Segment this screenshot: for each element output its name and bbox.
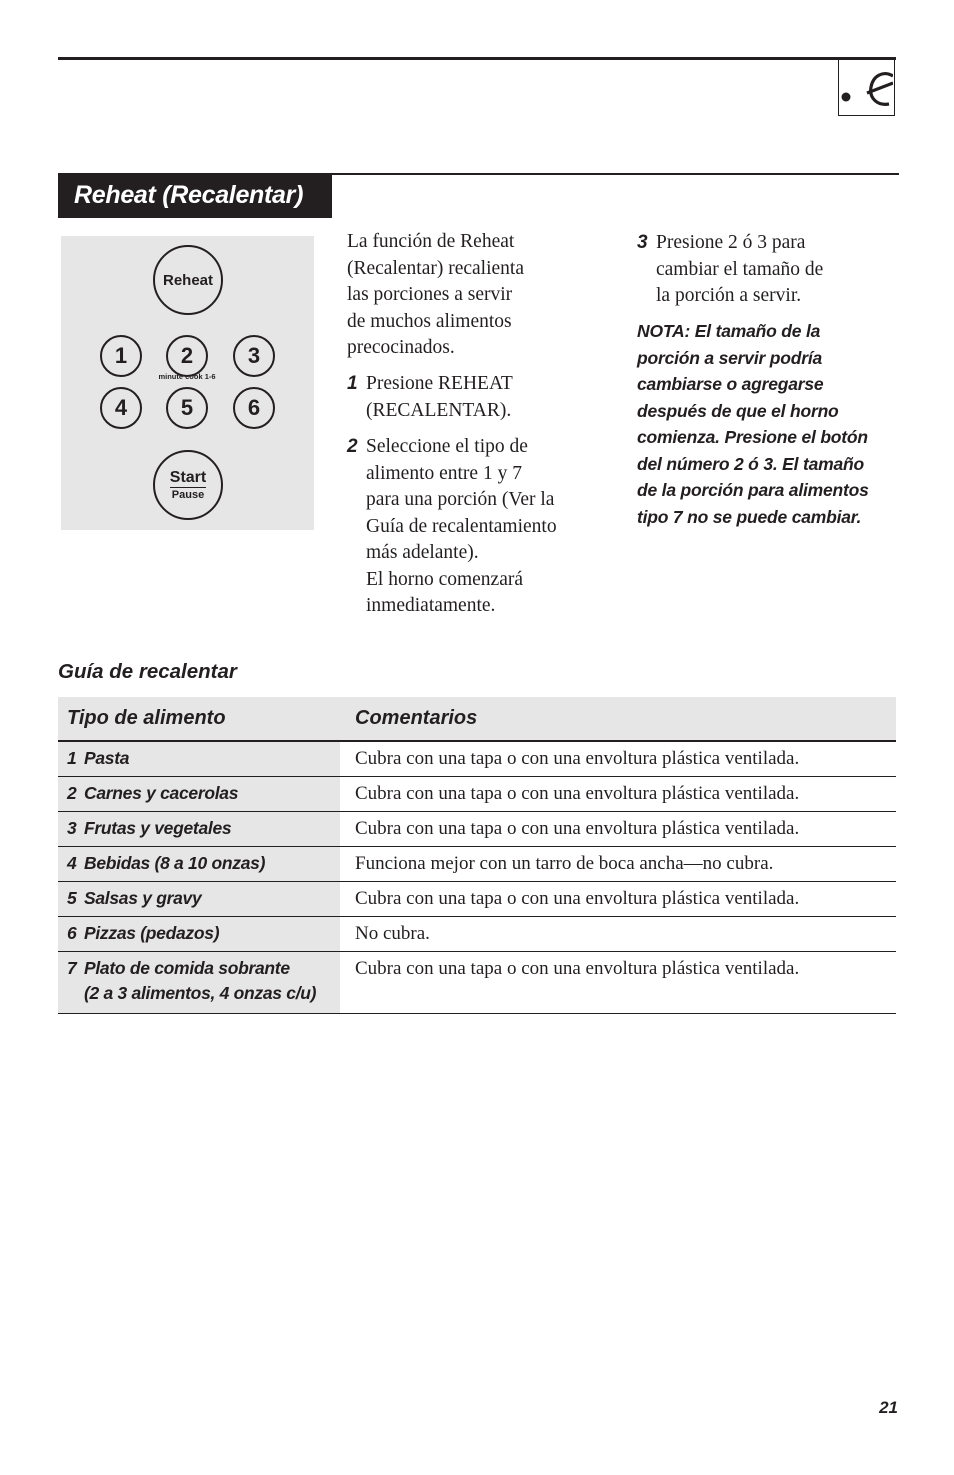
table-row — [58, 811, 896, 846]
food-name: Pizzas (pedazos) — [84, 922, 220, 943]
food-cell — [58, 811, 340, 846]
food-number: 1 — [67, 748, 77, 768]
note-line: comienza. Presione el botón — [637, 427, 868, 447]
note-line: de la porción para alimentos — [637, 480, 869, 500]
reheat-key-label: Reheat — [162, 271, 214, 289]
food-name: Carnes y cacerolas — [84, 782, 239, 803]
food-cell — [58, 951, 340, 1013]
keypad-illustration — [61, 236, 314, 530]
pause-key-label: Pause — [171, 488, 205, 501]
note-line: después de que el horno — [637, 400, 839, 421]
food-cell — [58, 776, 340, 811]
food-number: 6 — [67, 922, 77, 943]
step-line: Presione REHEAT — [366, 373, 513, 394]
food-subtext: (2 a 3 alimentos, 4 onzas c/u) — [84, 982, 317, 1003]
note-line: tipo 7 no se puede cambiar. — [637, 506, 862, 527]
note-line: porción a servir podría — [637, 347, 823, 368]
header-comments: Comentarios — [340, 697, 896, 741]
step-line: Guía de recalentamiento — [366, 515, 557, 537]
intro-line: precocinados. — [347, 337, 455, 358]
comment-cell: Cubra con una tapa o con una envoltura plástica ventilada. — [340, 741, 896, 776]
language-tab-icon — [838, 60, 895, 116]
intro-line: las porciones a servir — [347, 284, 513, 305]
key-4 — [100, 387, 142, 429]
food-name: Plato de comida sobrante — [84, 957, 290, 978]
reheat-key — [153, 245, 223, 315]
step-line: para una porción (Ver la — [366, 489, 555, 510]
step-line: más adelante). — [366, 542, 479, 563]
food-number: 4 — [67, 852, 77, 873]
key-3-label: 3 — [247, 343, 261, 368]
food-number: 7 — [67, 957, 77, 978]
note-paragraph — [637, 318, 899, 530]
table-row — [58, 916, 896, 951]
table-row — [58, 776, 896, 811]
food-name: Salsas y gravy — [84, 887, 202, 908]
food-cell — [58, 916, 340, 951]
key-6-label: 6 — [247, 395, 261, 420]
step-line: Presione 2 ó 3 para — [656, 232, 806, 253]
food-name: Bebidas (8 a 10 onzas) — [84, 852, 266, 873]
key-5 — [166, 387, 208, 429]
food-number: 2 — [67, 782, 77, 803]
minute-cook-label: minute cook 1-6 — [158, 372, 216, 381]
comment-cell: No cubra. — [340, 916, 896, 951]
intro-line: de muchos alimentos — [347, 310, 512, 332]
step-line: la porción a servir. — [656, 285, 802, 306]
food-cell — [58, 741, 340, 776]
table-row — [58, 951, 896, 1013]
step-number: 3 — [637, 232, 648, 253]
note-line: NOTA: El tamaño de la — [637, 321, 821, 341]
step-line: Seleccione el tipo de — [366, 436, 528, 457]
key-1-label: 1 — [114, 343, 128, 368]
comment-cell: Cubra con una tapa o con una envoltura plástica ventilada. — [340, 776, 896, 811]
key-1 — [100, 335, 142, 377]
comment-cell: Funciona mejor con un tarro de boca ancha—no cubra. — [340, 846, 896, 881]
food-number: 5 — [67, 887, 77, 908]
start-key-label: Start — [169, 468, 207, 486]
step-number: 2 — [347, 436, 358, 457]
table-header-row — [58, 697, 896, 741]
intro-line: La función de Reheat — [347, 231, 515, 252]
step-line: El horno comenzará — [366, 568, 524, 590]
key-6 — [233, 387, 275, 429]
food-cell — [58, 881, 340, 916]
food-name: Frutas y vegetales — [84, 817, 232, 838]
note-line: cambiarse o agregarse — [637, 374, 824, 394]
step-line: inmediatamente. — [366, 595, 496, 616]
note-line: del número 2 ó 3. El tamaño — [637, 453, 865, 474]
food-number: 3 — [67, 817, 77, 838]
table-row — [58, 881, 896, 916]
page-number: 21 — [879, 1398, 898, 1417]
top-rule — [58, 57, 896, 60]
reheat-guide-table — [58, 697, 896, 1014]
table-row — [58, 741, 896, 776]
header-food-type: Tipo de alimento — [58, 697, 340, 741]
key-2 — [166, 335, 208, 377]
key-2-label: 2 — [180, 343, 194, 368]
section-title: Reheat (Recalentar) — [58, 173, 332, 218]
key-3 — [233, 335, 275, 377]
comment-cell: Cubra con una tapa o con una envoltura plástica ventilada. — [340, 951, 896, 1013]
intro-line: (Recalentar) recalienta — [347, 257, 524, 279]
step-line: alimento entre 1 y 7 — [366, 462, 522, 484]
comment-cell: Cubra con una tapa o con una envoltura plástica ventilada. — [340, 881, 896, 916]
guide-title: Guía de recalentar — [58, 660, 237, 683]
step-number: 1 — [347, 373, 358, 394]
table-row — [58, 846, 896, 881]
key-4-label: 4 — [114, 395, 128, 420]
food-cell — [58, 846, 340, 881]
start-pause-key — [153, 450, 223, 520]
intro-paragraph — [347, 229, 617, 362]
step-line: (RECALENTAR). — [366, 399, 512, 421]
food-name: Pasta — [84, 748, 130, 768]
comment-cell: Cubra con una tapa o con una envoltura plástica ventilada. — [340, 811, 896, 846]
step-line: cambiar el tamaño de — [656, 258, 824, 280]
key-5-label: 5 — [180, 395, 194, 420]
